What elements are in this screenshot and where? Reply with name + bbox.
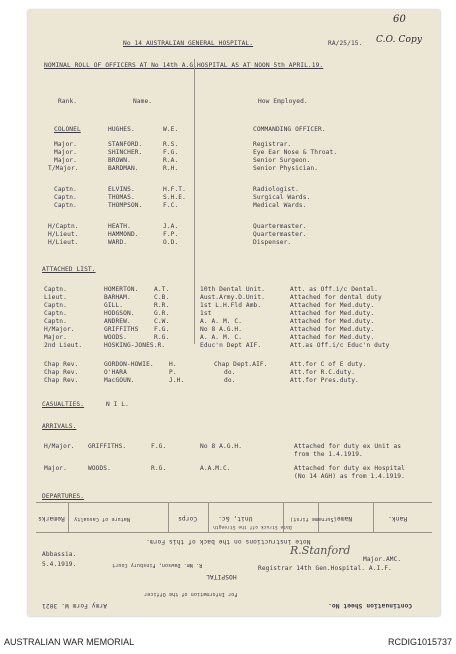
attached-role: Attached for dental duty	[290, 294, 382, 301]
chaplain-initials: J.H.	[169, 377, 185, 384]
form-col-line	[168, 502, 169, 532]
staff-rank: COLONEL	[54, 126, 81, 133]
attached-initials: R.R.	[154, 302, 170, 309]
form-col-nature: Nature of Casualty	[74, 516, 130, 522]
staff-name: HUGHES.	[108, 126, 135, 133]
staff-rank: H/Lieut.	[48, 231, 79, 238]
staff-rank: H/Lieut.	[48, 239, 79, 246]
attached-initials: C.B.	[154, 294, 170, 301]
column-employed: How Employed.	[258, 98, 308, 105]
attached-rank: 2nd Lieut.	[44, 342, 83, 349]
attached-initials: G.R.	[154, 310, 170, 317]
staff-initials: F.C.	[163, 202, 179, 209]
for-label: For Information of the Officer	[144, 591, 238, 597]
attached-rank: Major.	[44, 334, 67, 341]
chaplain-unit: do.	[224, 377, 236, 384]
form-col-name: Name.	[333, 515, 353, 522]
form-col-surname: (Surname first)	[290, 516, 337, 522]
staff-role: Senior Surgeon.	[253, 157, 311, 164]
attached-name: GILL.	[104, 302, 124, 309]
staff-name: HEATH.	[108, 223, 131, 230]
casualties-value: N I L.	[106, 401, 129, 408]
arrivals-heading: ARRIVALS.	[42, 423, 77, 430]
form-col-line	[373, 502, 374, 532]
form-note: Note instructions on the back of this Form.	[146, 538, 311, 545]
hospital-label: HOSPITAL	[206, 573, 237, 580]
arrival-line1: Attached for duty ex Hospital	[294, 465, 405, 472]
staff-initials: R.S.	[163, 141, 179, 148]
attached-unit: 1st	[200, 310, 212, 317]
staff-initials: F.G.	[163, 149, 179, 156]
staff-name: BARDMAN.	[108, 165, 139, 172]
staff-role: COMMANDING OFFICER.	[253, 126, 326, 133]
archive-label: AUSTRALIAN WAR MEMORIAL	[4, 637, 135, 647]
arrival-unit: A.A.M.C.	[200, 465, 231, 472]
attached-unit: 1st L.H.Fld Amb.	[200, 302, 262, 309]
staff-rank: Major.	[54, 157, 77, 164]
staff-initials: R.A.	[163, 157, 179, 164]
staff-name: THOMAS.	[108, 194, 135, 201]
arrival-rank: H/Major.	[44, 443, 75, 450]
departures-heading: DEPARTURES.	[42, 493, 85, 500]
attached-unit: No 8 A.G.H.	[200, 326, 243, 333]
column-rank: Rank.	[58, 98, 78, 105]
staff-rank: Major.	[54, 141, 77, 148]
attached-unit: 10th Dental Unit.	[200, 286, 266, 293]
printer-imprint: R. Wm. Dawson, Finsbury Court	[112, 562, 203, 568]
staff-initials: F.P.	[163, 231, 179, 238]
document-sheet	[28, 10, 440, 616]
attached-name: WOODS.	[104, 334, 127, 341]
attached-role: Att.as Off.i/c Educ'n duty	[290, 342, 390, 349]
signature-title: Major.AMC.	[363, 556, 402, 563]
form-col-unit: Unit, &c.	[218, 515, 253, 522]
attached-name: BARHAM.	[104, 294, 131, 301]
form-col-remarks: Remarks	[38, 515, 65, 522]
staff-rank: Captn.	[54, 186, 77, 193]
archive-id: RCDIG1015737	[387, 637, 452, 647]
attached-role: Attached for Med.duty.	[290, 310, 375, 317]
handwritten-note: C.O. Copy	[376, 35, 423, 45]
casualties-label: CASUALTIES.	[42, 401, 85, 408]
chaplain-role: Att.for Pres.duty.	[290, 377, 359, 384]
attached-rank: Captn.	[44, 310, 67, 317]
staff-role: Eye Ear Nose & Throat.	[253, 149, 338, 156]
attached-name: GRIFFITHS	[104, 326, 139, 333]
staff-initials: S.H.E.	[163, 194, 186, 201]
staff-name: WARD.	[108, 239, 128, 246]
attached-role: Attached for Med.duty.	[290, 334, 375, 341]
attached-role: Attached for Med.duty.	[290, 302, 375, 309]
chaplain-role: Att.for R.C.duty.	[290, 369, 356, 376]
staff-rank: Captn.	[54, 194, 77, 201]
staff-role: Medical Wards.	[253, 202, 307, 209]
arrival-rank: Major.	[44, 465, 67, 472]
attached-rank: Captn.	[44, 286, 67, 293]
attached-initials: F.G.	[154, 326, 170, 333]
chaplain-initials: H.	[169, 361, 177, 368]
staff-role: Registrar.	[253, 141, 292, 148]
attached-role: Attached for Med.duty.	[290, 326, 375, 333]
form-col-line	[208, 502, 209, 532]
arrival-initials: R.G.	[151, 465, 167, 472]
staff-initials: O.D.	[163, 239, 179, 246]
attached-initials: A.T.	[154, 286, 170, 293]
hospital-heading: No 14 AUSTRALIAN GENERAL HOSPITAL.	[123, 40, 254, 47]
chaplain-initials: P.	[169, 369, 177, 376]
chaplain-rank: Chap Rev.	[44, 369, 79, 376]
attached-name: HOMERTON.	[104, 286, 139, 293]
attached-rank: Captn.	[44, 318, 67, 325]
arrival-name: GRIFFITHS.	[88, 443, 127, 450]
attached-role: Attached for Med.duty.	[290, 318, 375, 325]
attached-name: HOSKING-JONES.R.	[104, 342, 166, 349]
attached-rank: Captn.	[44, 302, 67, 309]
staff-rank: Captn.	[54, 202, 77, 209]
column-divider	[194, 59, 195, 344]
staff-rank: H/Captn.	[48, 223, 79, 230]
attached-unit: A. A. M. C.	[200, 334, 243, 341]
chaplain-name: O'HARA	[104, 369, 127, 376]
chaplain-unit: Chap Dept.AIF.	[214, 361, 268, 368]
attached-initials: C.W.	[154, 318, 170, 325]
form-col-line	[68, 502, 69, 532]
chaplain-role: Att.for C of E duty.	[290, 361, 367, 368]
form-rule-bottom	[36, 532, 432, 533]
arrival-unit: No 8 A.G.H.	[200, 443, 243, 450]
staff-role: Surgical Wards.	[253, 194, 311, 201]
continuation-sheet: Continuation Sheet No.	[328, 602, 413, 609]
arrival-line1: Attached for duty ex Unit as	[294, 443, 402, 450]
chaplain-unit: do.	[224, 369, 236, 376]
roll-title: NOMINAL ROLL OF OFFICERS AT No 14th A.G.HOSPITAL AS AT NOON 5th APRIL.19.	[44, 62, 324, 69]
attached-rank: Lieut.	[44, 294, 67, 301]
attached-rank: H/Major.	[44, 326, 75, 333]
staff-role: Quartermaster.	[253, 231, 307, 238]
chaplain-name: MacGOUN.	[104, 377, 135, 384]
staff-initials: J.A.	[163, 223, 179, 230]
staff-initials: H.F.T.	[163, 186, 186, 193]
staff-role: Radiologist.	[253, 186, 299, 193]
staff-role: Senior Physician.	[253, 165, 319, 172]
chaplain-rank: Chap Rev.	[44, 377, 79, 384]
staff-rank: Major.	[54, 149, 77, 156]
staff-name: THOMPSON.	[108, 202, 143, 209]
arrival-line2: (No 14 AGH) as from 1.4.1919.	[294, 473, 405, 480]
staff-role: Dispenser.	[253, 239, 292, 246]
page-number: 60	[393, 14, 406, 25]
staff-name: STANFORD.	[108, 141, 143, 148]
attached-name: ANDREW.	[104, 318, 131, 325]
staff-role: Quartermaster.	[253, 223, 307, 230]
arrival-line2: from the 1.4.1919.	[294, 451, 363, 458]
attached-name: HODGSON.	[104, 310, 135, 317]
staff-name: HAMMOND.	[108, 231, 139, 238]
staff-initials: R.H.	[163, 165, 179, 172]
staff-name: SHINCHER.	[108, 149, 143, 156]
form-col-corps: Corps	[178, 515, 198, 522]
form-col-date: Date Struck off the Strength	[213, 524, 292, 529]
reference-number: RA/25/15.	[328, 40, 363, 47]
staff-rank: T/Major.	[48, 165, 79, 172]
arrival-name: WOODS.	[88, 465, 111, 472]
attached-role: Att. as Off.i/c Dental.	[290, 286, 378, 293]
signature: R.Stanford	[290, 544, 351, 557]
arrival-initials: F.G.	[151, 443, 167, 450]
attached-unit: Aust.Army.D.Unit.	[200, 294, 266, 301]
chaplain-rank: Chap Rev.	[44, 361, 79, 368]
staff-initials: W.E.	[163, 126, 179, 133]
form-number: Army Form W. 3021	[42, 602, 108, 609]
attached-heading: ATTACHED LIST.	[42, 266, 96, 273]
staff-name: ELVINS.	[108, 186, 135, 193]
form-col-rank: Rank.	[388, 515, 408, 522]
place: Abbassia.	[42, 551, 77, 558]
attached-unit: Educ'n Dept AIF.	[200, 342, 262, 349]
attached-unit: A. A. M. C.	[200, 318, 243, 325]
date: 5.4.1919.	[42, 561, 77, 568]
staff-name: BROWN.	[108, 157, 131, 164]
attached-initials: R.G.	[154, 334, 170, 341]
registrar-line: Registrar 14th Gen.Hospital. A.I.F.	[258, 565, 392, 572]
column-name: Name.	[133, 98, 153, 105]
chaplain-name: GORDON-HOWIE.	[104, 361, 154, 368]
